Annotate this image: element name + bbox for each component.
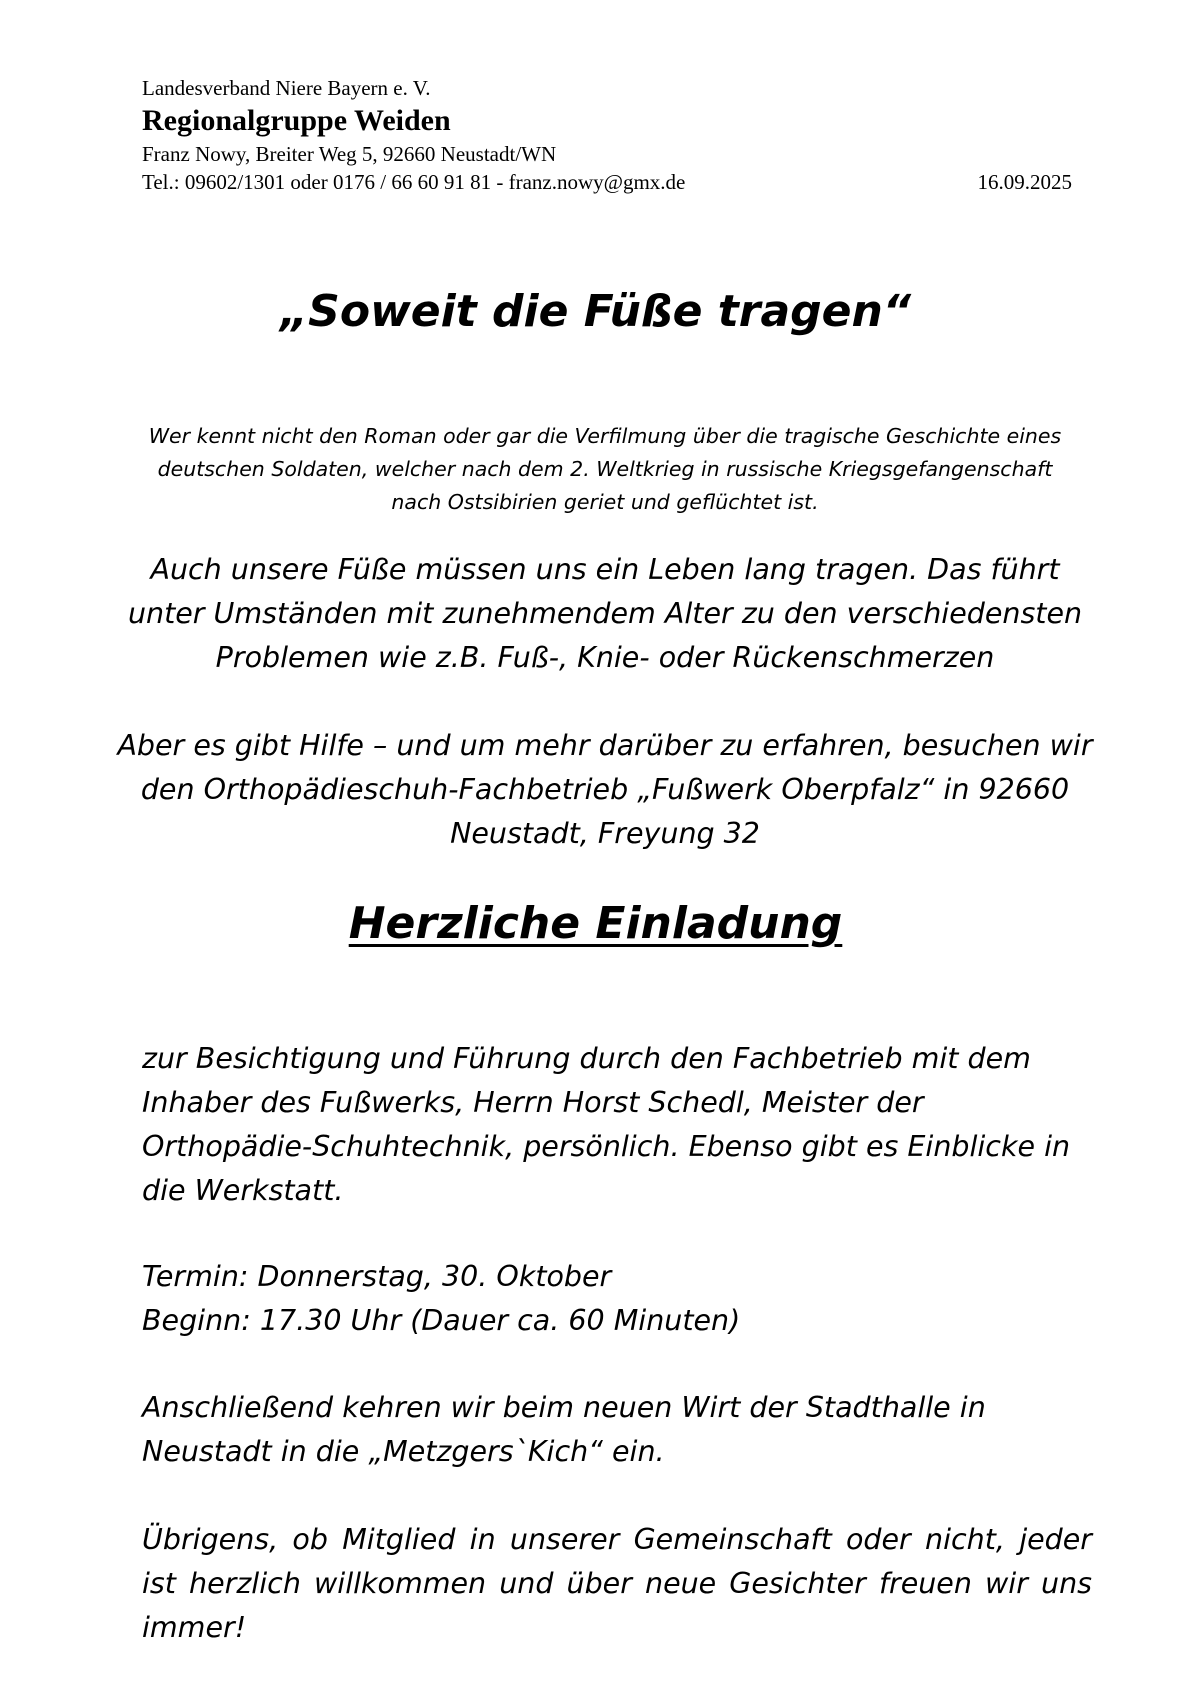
organization-name: Landesverband Niere Bayern e. V.	[142, 76, 431, 100]
afterward-block	[142, 1386, 1092, 1474]
schedule-start: Beginn: 17.30 Uhr (Dauer ca. 60 Minuten)	[142, 1304, 741, 1337]
help-paragraph: Aber es gibt Hilfe – und um mehr darüber zu erfahren, besuchen wir den Orthopädieschuh-Fachbetrieb „Fußwerk Oberpfalz“ in 92660 Neustadt, Freyung 32	[117, 729, 1093, 850]
afterward-line-2: Neustadt in die „Metzgers`Kich“ ein.	[142, 1435, 665, 1468]
intro-paragraph: Wer kennt nicht den Roman oder gar die Verfilmung über die tragische Geschichte eines deutschen Soldaten, welcher nach dem 2. Weltkrieg in russische Kriegsgefangenschaft nach Ostsibirien geriet und geflüchtet ist.	[148, 424, 1062, 514]
afterward-line-1: Anschließend kehren wir beim neuen Wirt der Stadthalle in	[142, 1391, 986, 1424]
page-title: „Soweit die Füße tragen“	[279, 286, 912, 337]
schedule-date: Termin: Donnerstag, 30. Oktober	[142, 1260, 612, 1293]
contact-row	[142, 168, 1072, 196]
closing-paragraph: Übrigens, ob Mitglied in unserer Gemeinschaft oder nicht, jeder ist herzlich willkommen und über neue Gesichter freuen wir uns immer!	[142, 1523, 1092, 1644]
group-name: Regionalgruppe Weiden	[142, 104, 451, 137]
schedule-block	[142, 1255, 1092, 1343]
invitation-heading: Herzliche Einladung	[348, 898, 843, 949]
invitation-heading-wrapper	[0, 896, 1191, 952]
letterhead	[142, 74, 1072, 196]
address-line: Franz Nowy, Breiter Weg 5, 92660 Neustadt/WN	[142, 142, 557, 166]
feet-paragraph: Auch unsere Füße müssen uns ein Leben lang tragen. Das führt unter Umständen mit zunehmendem Alter zu den verschiedensten Problemen wie z.B. Fuß-, Knie- oder Rückenschmerzen	[127, 553, 1083, 674]
invitation-paragraph: zur Besichtigung und Führung durch den Fachbetrieb mit dem Inhaber des Fußwerks, Herrn Horst Schedl, Meister der Orthopädie-Schuhtechnik, persönlich. Ebenso gibt es Einblicke in die Werkstatt.	[142, 1042, 1071, 1207]
contact-line: Tel.: 09602/1301 oder 0176 / 66 60 91 81 - franz.nowy@gmx.de	[142, 170, 686, 194]
document-date: 16.09.2025	[977, 170, 1072, 194]
